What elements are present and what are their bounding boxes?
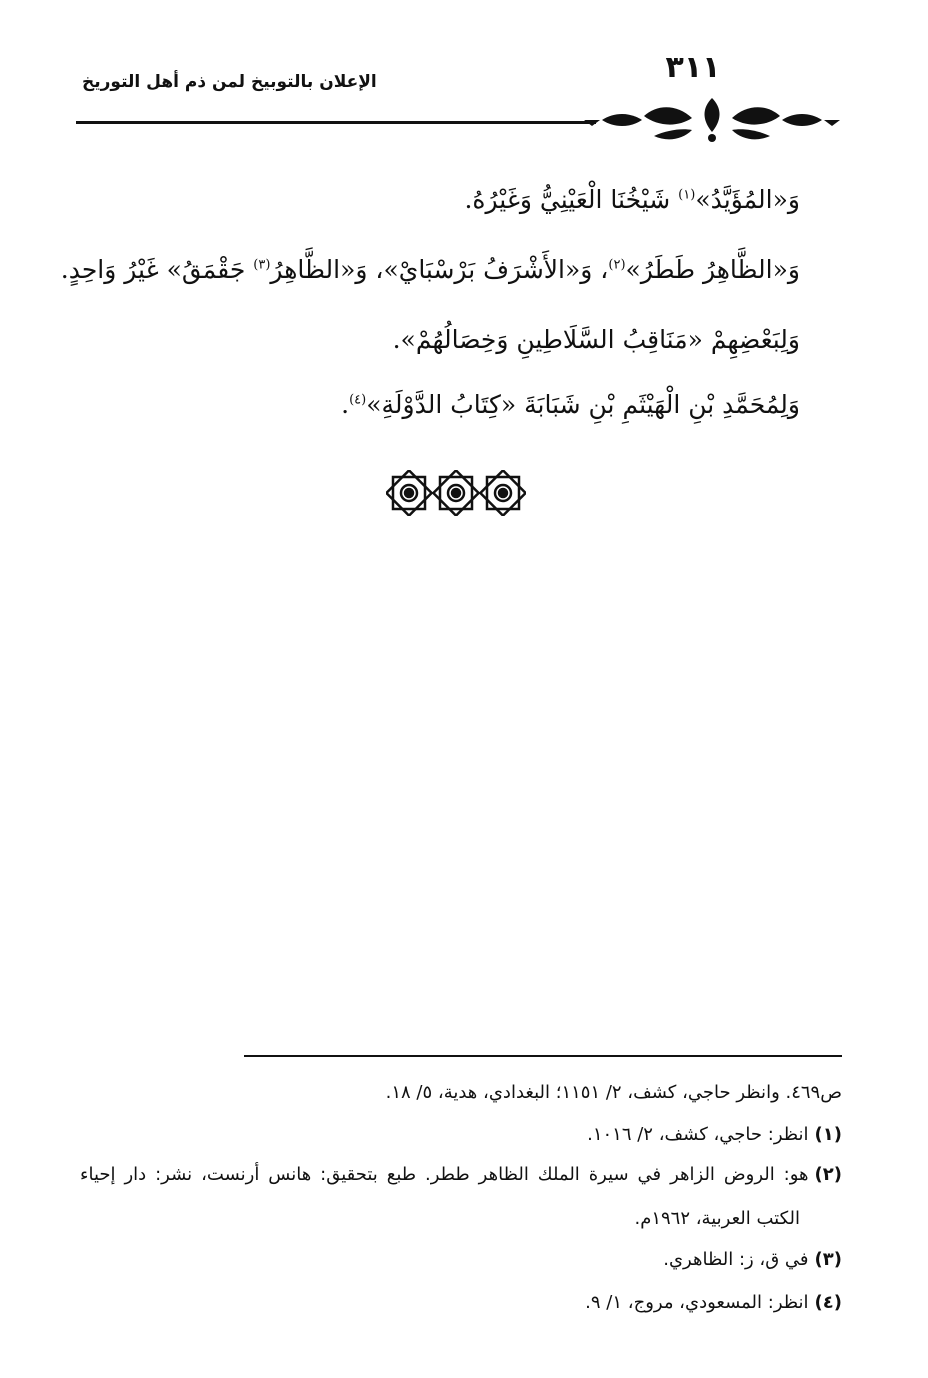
footnote-2-continuation: الكتب العربية، ١٩٦٢م. xyxy=(634,1208,800,1229)
text-line-2: وَ«الظَّاهِرُ طَطَرُ»$^{(٢)}$، وَ«الأَشْرَفُ بَرْسْبَايْ»، وَ«الظَّاهِرُ$^{(٣)}$ جَقْمَقُ» غَيْرُ وَاحِدٍ. xyxy=(60,255,800,284)
star-ornament-icon xyxy=(386,470,431,515)
text-line-1: وَ«المُؤَيَّدُ»$^{(١)}$ شَيْخُنَا الْعَيْنِيُّ وَغَيْرُهُ. xyxy=(464,185,800,214)
running-title: الإعلان بالتوبيخ لمن ذم أهل التوريخ xyxy=(82,72,377,92)
footnote-1: (١)انظر: حاجي، كشف، ٢/ ١٠١٦. xyxy=(587,1124,842,1145)
star-ornament-icon xyxy=(433,470,478,515)
star-ornament-icon xyxy=(480,470,525,515)
footnote-4: (٤)انظر: المسعودي، مروج، ١/ ٩. xyxy=(585,1292,842,1313)
footnote-marker-1: (١) xyxy=(678,187,696,203)
header-rule xyxy=(76,121,596,124)
footnote-marker-2: (٢) xyxy=(608,257,626,273)
footnote-3: (٣)في ق، ز: الظاهري. xyxy=(663,1249,842,1270)
page-number: ٣١١ xyxy=(665,50,721,85)
footnote-2: (٢)هو: الروض الزاهر في سيرة الملك الظاهر ططر. طبع بتحقيق: هانس أرنست، نشر: دار إحياء xyxy=(80,1164,842,1185)
three-star-ornaments xyxy=(386,470,526,516)
floral-header-ornament xyxy=(582,90,842,146)
text-line-3: وَلِبَعْضِهِمْ «مَنَاقِبُ السَّلَاطِينِ وَخِصَالُهُمْ». xyxy=(392,325,800,354)
footnote-marker-3: (٣) xyxy=(253,257,271,273)
footnote-continuation: ص٤٦٩. وانظر حاجي، كشف، ٢/ ١١٥١؛ البغدادي، هدية، ٥/ ١٨. xyxy=(385,1082,842,1103)
text-line-4: وَلِمُحَمَّدِ بْنِ الْهَيْثَمِ بْنِ شَبَابَةَ «كِتَابُ الدَّوْلَةِ»$^{(٤)}$. xyxy=(341,390,800,419)
footnote-marker-4: (٤) xyxy=(349,392,367,408)
footnote-rule xyxy=(244,1055,842,1057)
